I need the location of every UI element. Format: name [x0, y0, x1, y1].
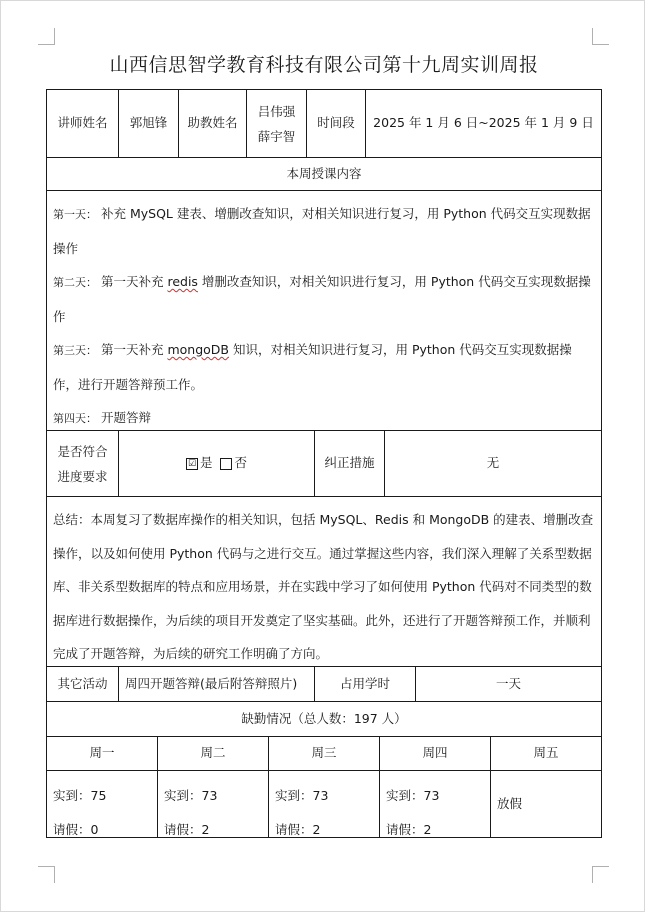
progress-options — [118, 430, 315, 497]
content-header: 本周授课内容 — [46, 157, 602, 191]
day-label: 第四天： — [53, 412, 97, 425]
other-label: 其它活动 — [46, 666, 119, 702]
assistant-name: 薛宇智 — [257, 128, 296, 144]
weekday-header: 周三 — [268, 736, 380, 771]
hours-value: 一天 — [415, 666, 602, 702]
correction-value: 无 — [384, 430, 602, 497]
course-content — [46, 190, 602, 431]
other-value: 周四开题答辩(最后附答辩照片) — [118, 666, 315, 702]
assistant-label: 助教姓名 — [178, 89, 247, 158]
weekday-header: 周五 — [490, 736, 602, 771]
day-label: 第三天： — [53, 344, 97, 357]
attendance-cell: 实到：75 请假：0 — [46, 770, 158, 838]
report-title: 山西信思智学教育科技有限公司第十九周实训周报 — [109, 54, 539, 76]
day-label: 第一天： — [53, 208, 97, 221]
period-value: 2025 年 1 月 6 日~2025 年 1 月 9 日 — [365, 89, 602, 158]
correction-label: 纠正措施 — [314, 430, 385, 497]
spellcheck-word: redis — [167, 274, 198, 289]
attendance-header: 缺勤情况（总人数：197 人） — [46, 701, 602, 737]
summary-text: 总结：本周复习了数据库操作的相关知识，包括 MySQL、Redis 和 MongoDB 的建表、增删改查操作，以及如何使用 Python 代码与之进行交互。通过掌握这些内容，我们深入理解了关系型数据库、非关系型数据库的特点和应用场景，并在实践中学习了如何使用 Python 代码对不同类型的数据库进行数据操作，为后续的项目开发奠定了坚实基础。此外，还进行了开题答辩预工作，并顺利完成了开题答辩，为后续的研究工作明确了方向。 — [53, 512, 594, 661]
weekday-header: 周二 — [157, 736, 269, 771]
option-no: 否 — [234, 455, 247, 471]
lecturer-name: 郭旭锋 — [118, 89, 179, 158]
day-text: 补充 MySQL 建表、增删改查知识，对相关知识进行复习，用 Python 代码交互实现数据操作 — [53, 206, 591, 256]
day-label: 第二天： — [53, 276, 97, 289]
summary — [46, 496, 602, 667]
weekday-header: 周一 — [46, 736, 158, 771]
corner-mark — [38, 866, 55, 883]
attendance-cell-holiday: 放假 — [490, 770, 602, 838]
day-entry — [53, 197, 595, 265]
day-entry: 第二天： 第一天补充 redis 增删改查知识，对相关知识进行复习，用 Python 代码交互实现数据操作 — [53, 274, 591, 324]
hours-label: 占用学时 — [314, 666, 416, 702]
assistant-names — [246, 89, 307, 158]
period-label: 时间段 — [306, 89, 366, 158]
attendance-cell: 实到：73 请假：2 — [157, 770, 269, 838]
lecturer-label: 讲师姓名 — [46, 89, 119, 158]
checkbox-unchecked-icon[interactable] — [220, 458, 232, 470]
day-text: 开题答辩 — [100, 410, 151, 425]
corner-mark — [592, 866, 609, 883]
day-entry: 第三天： 第一天补充 mongoDB 知识，对相关知识进行复习，用 Python 代码交互实现数据操作，进行开题答辩预工作。 — [53, 342, 572, 392]
attendance-cell: 实到：73 请假：2 — [379, 770, 491, 838]
corner-mark — [38, 28, 55, 45]
weekday-header: 周四 — [379, 736, 491, 771]
attendance-cell: 实到：73 请假：2 — [268, 770, 380, 838]
option-yes: 是 — [200, 455, 213, 471]
corner-mark — [592, 28, 609, 45]
progress-label: 是否符合 进度要求 — [46, 430, 119, 497]
spellcheck-word: mongoDB — [167, 342, 229, 357]
assistant-name: 吕伟强 — [257, 103, 296, 119]
checkbox-checked-icon[interactable]: ☑ — [187, 458, 197, 469]
